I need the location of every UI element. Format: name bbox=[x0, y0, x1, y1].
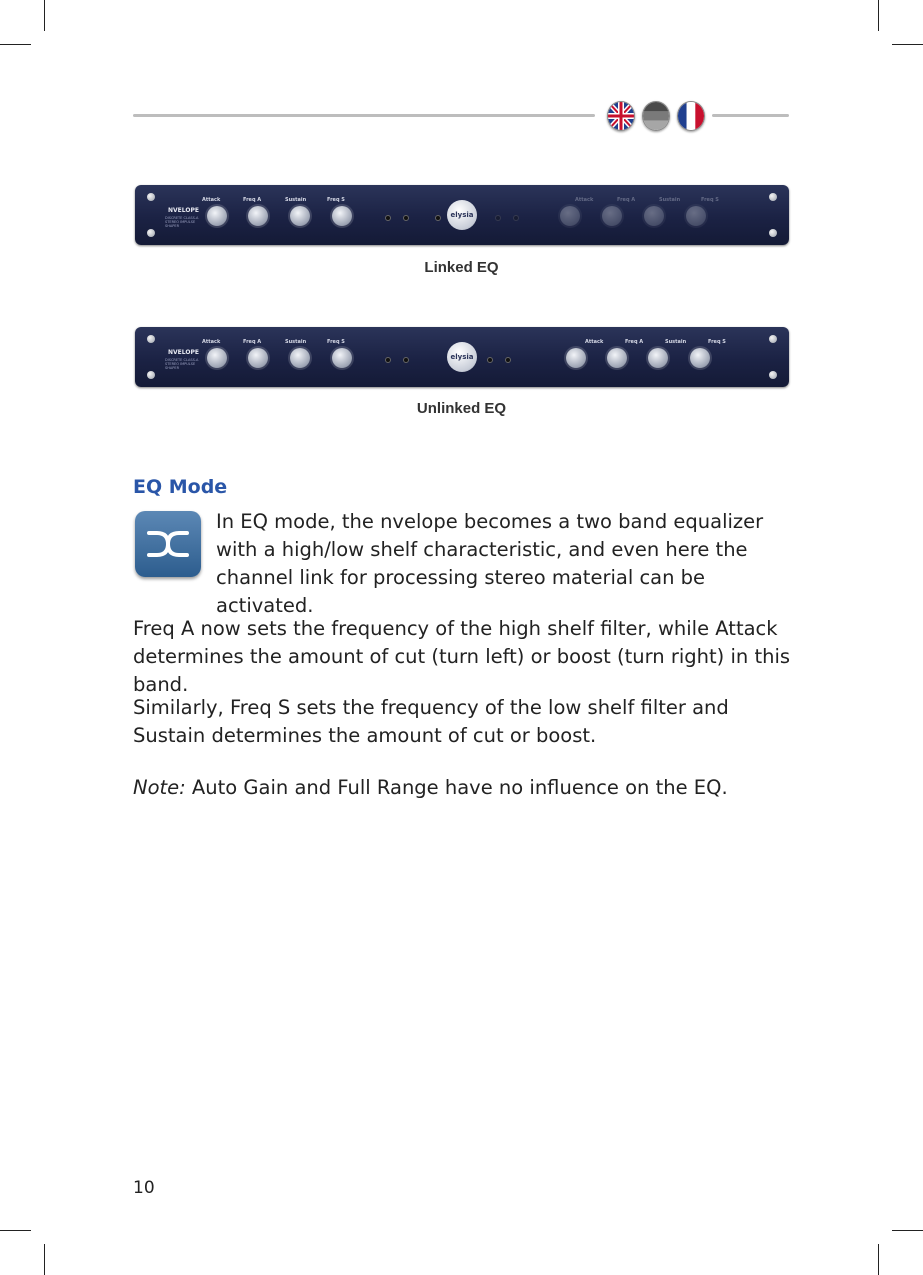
crop-mark bbox=[892, 44, 923, 45]
crop-mark bbox=[0, 1230, 31, 1231]
crop-mark bbox=[878, 0, 879, 31]
page-number: 10 bbox=[133, 1178, 155, 1198]
freq-a-knob bbox=[248, 348, 268, 368]
french-flag-icon[interactable] bbox=[677, 101, 705, 131]
crop-mark bbox=[892, 1230, 923, 1231]
linked-eq-caption: Linked EQ bbox=[424, 259, 499, 276]
rack-screw bbox=[147, 193, 155, 201]
device-brand: NVELOPE bbox=[168, 349, 199, 356]
elysia-logo: elysia bbox=[447, 342, 477, 372]
switch-led bbox=[403, 215, 409, 221]
rack-screw bbox=[769, 229, 777, 237]
device-brand: NVELOPE bbox=[168, 207, 199, 214]
freq-s-label: Freq S bbox=[701, 197, 719, 203]
freq-s-knob-linked bbox=[686, 206, 706, 226]
freq-a-label: Freq A bbox=[243, 197, 262, 203]
attack-knob bbox=[207, 206, 227, 226]
device-subtitle: DISCRETE CLASS-A STEREO IMPULSE SHAPER bbox=[165, 358, 199, 370]
attack-label: Attack bbox=[585, 339, 604, 345]
unlinked-eq-caption: Unlinked EQ bbox=[416, 400, 507, 417]
crop-mark bbox=[0, 44, 31, 45]
note-paragraph bbox=[133, 774, 793, 802]
sustain-label: Sustain bbox=[659, 197, 681, 203]
switch-led bbox=[385, 215, 391, 221]
attack-knob bbox=[207, 348, 227, 368]
freq-s-label: Freq S bbox=[708, 339, 726, 345]
sustain-label: Sustain bbox=[285, 339, 307, 345]
crop-mark bbox=[44, 1244, 45, 1275]
crossover-icon bbox=[135, 511, 201, 577]
sustain-label: Sustain bbox=[285, 197, 307, 203]
freq-s-knob bbox=[332, 206, 352, 226]
freq-a-label: Freq A bbox=[625, 339, 644, 345]
rack-screw bbox=[147, 335, 155, 343]
linked-eq-device-image bbox=[135, 185, 789, 245]
rack-screw bbox=[769, 371, 777, 379]
rack-screw bbox=[769, 335, 777, 343]
freq-s-label: Freq S bbox=[327, 339, 345, 345]
switch-led bbox=[505, 357, 511, 363]
german-flag-icon[interactable] bbox=[642, 101, 670, 131]
freq-a-knob-linked bbox=[602, 206, 622, 226]
crop-mark bbox=[878, 1244, 879, 1275]
freq-s-paragraph: Similarly, Freq S sets the frequency of the low shelf filter and Sustain determines the amount of cut or boost. bbox=[133, 696, 729, 747]
uk-flag-icon[interactable] bbox=[607, 101, 635, 131]
rack-screw bbox=[147, 371, 155, 379]
rack-screw bbox=[147, 229, 155, 237]
sustain-knob bbox=[290, 206, 310, 226]
attack-label: Attack bbox=[202, 197, 221, 203]
attack-label: Attack bbox=[202, 339, 221, 345]
freq-s-label: Freq S bbox=[327, 197, 345, 203]
crop-mark bbox=[44, 0, 45, 31]
section-title: EQ Mode bbox=[133, 476, 228, 498]
header-rule-left bbox=[133, 114, 595, 117]
switch-led bbox=[513, 215, 519, 221]
unlinked-eq-device-image bbox=[135, 327, 789, 387]
switch-led bbox=[435, 215, 441, 221]
freq-s-knob-right bbox=[690, 348, 710, 368]
switch-led bbox=[487, 357, 493, 363]
freq-a-label: Freq A bbox=[617, 197, 636, 203]
freq-a-label: Freq A bbox=[243, 339, 262, 345]
rack-screw bbox=[769, 193, 777, 201]
attack-label: Attack bbox=[575, 197, 594, 203]
sustain-knob-right bbox=[648, 348, 668, 368]
switch-led bbox=[385, 357, 391, 363]
freq-a-paragraph: Freq A now sets the frequency of the high shelf filter, while Attack determines the amount of cut (turn left) or boost (turn right) in this band. bbox=[133, 617, 791, 696]
freq-a-knob bbox=[248, 206, 268, 226]
note-text: Auto Gain and Full Range have no influence on the EQ. bbox=[185, 776, 728, 799]
freq-s-knob bbox=[332, 348, 352, 368]
header-rule-right bbox=[712, 114, 789, 117]
freq-a-knob-right bbox=[607, 348, 627, 368]
sustain-knob-linked bbox=[644, 206, 664, 226]
sustain-label: Sustain bbox=[665, 339, 687, 345]
attack-knob-linked bbox=[560, 206, 580, 226]
switch-led bbox=[495, 215, 501, 221]
switch-led bbox=[403, 357, 409, 363]
note-label: Note: bbox=[133, 776, 186, 799]
sustain-knob bbox=[290, 348, 310, 368]
device-subtitle: DISCRETE CLASS-A STEREO IMPULSE SHAPER bbox=[165, 216, 199, 228]
eq-mode-intro: In EQ mode, the nvelope becomes a two band equalizer with a high/low shelf characteristic, and even here the channel link for processing stereo material can be activated. bbox=[216, 510, 764, 617]
elysia-logo: elysia bbox=[447, 200, 477, 230]
attack-knob-right bbox=[566, 348, 586, 368]
